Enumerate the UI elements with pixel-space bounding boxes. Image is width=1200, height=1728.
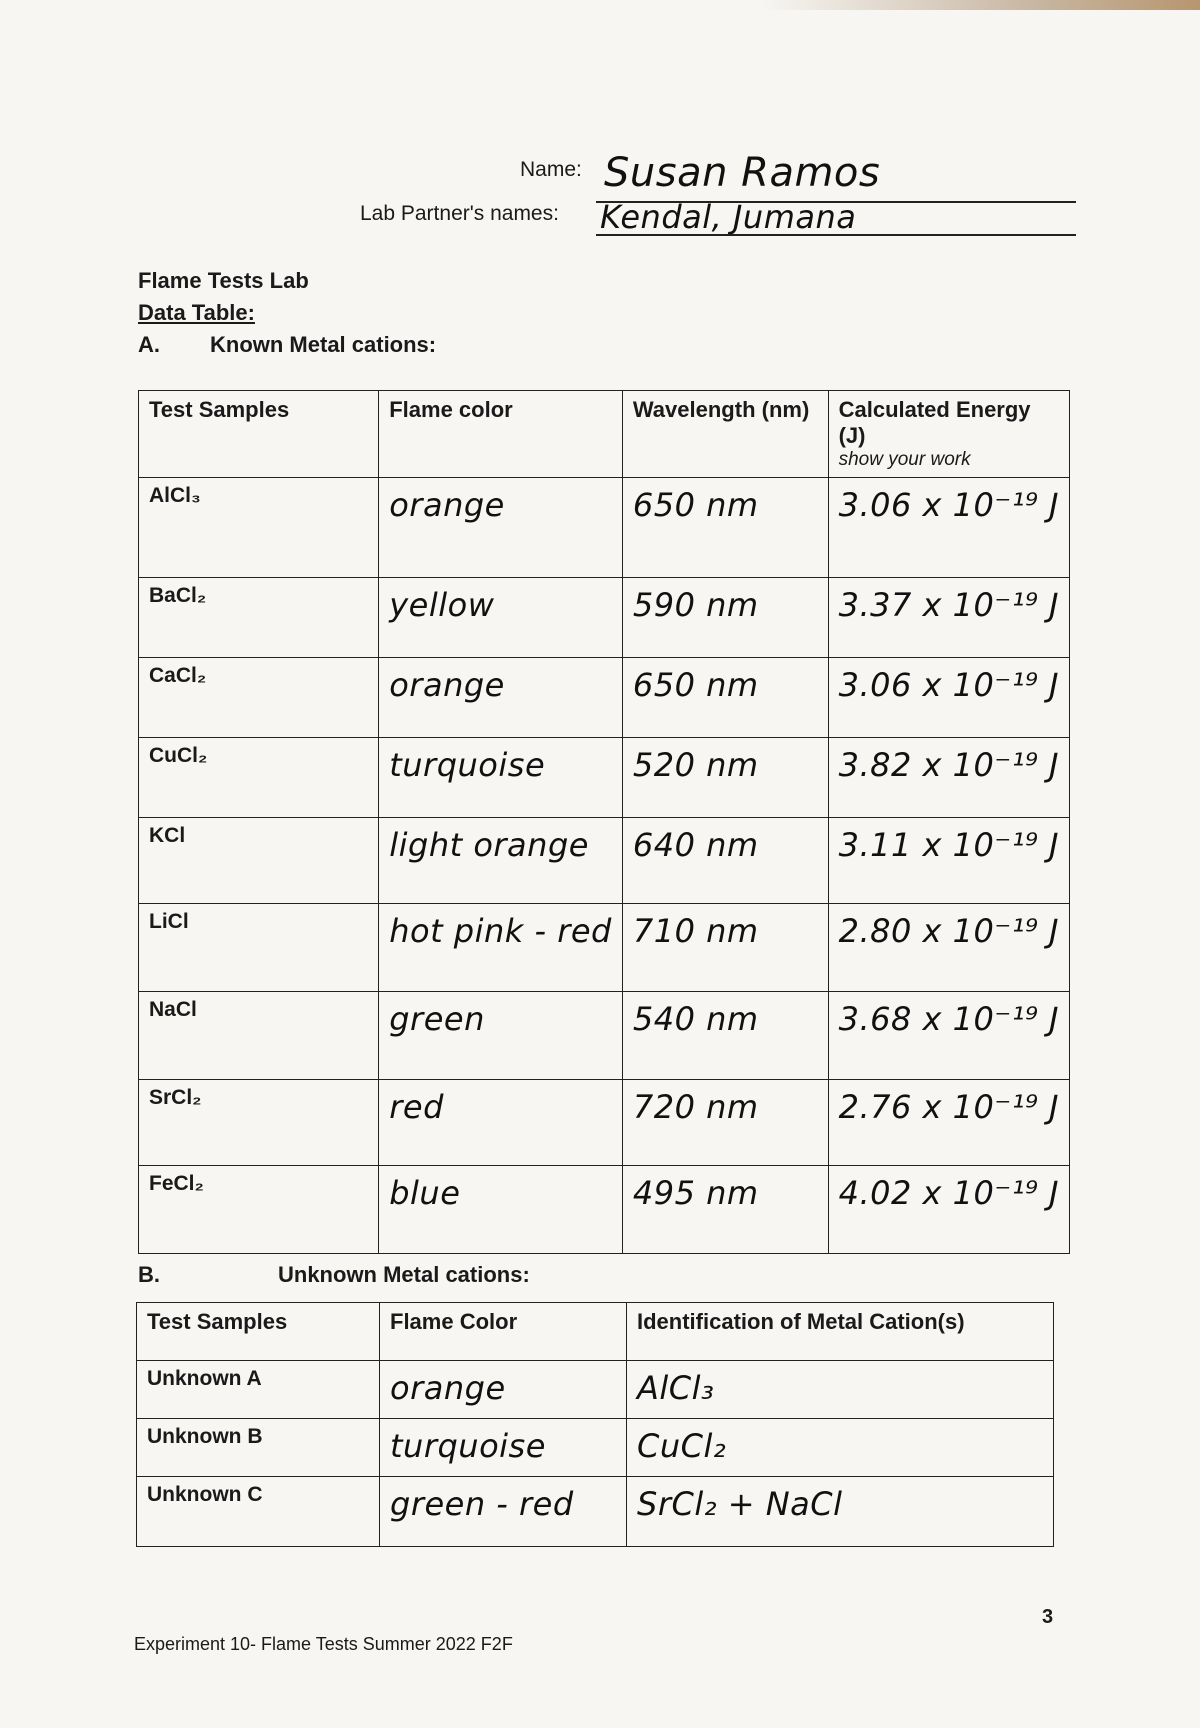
header-flame-color: Flame color [379, 391, 623, 478]
energy-cell [828, 658, 1069, 738]
energy-value: 3.06 x 10⁻¹⁹ J [838, 666, 1059, 704]
page-number: 3 [1042, 1606, 1054, 1628]
color-value: blue [389, 1174, 461, 1212]
identification-cell [627, 1361, 1054, 1419]
identification-value: SrCl₂ + NaCl [637, 1485, 843, 1523]
energy-value: 4.02 x 10⁻¹⁹ J [838, 1174, 1059, 1212]
sample-cell: NaCl [139, 992, 379, 1080]
wavelength-cell [622, 1166, 828, 1254]
sample-cell: AlCl₃ [139, 478, 379, 578]
section-b-heading [138, 1262, 530, 1288]
wavelength-cell [622, 578, 828, 658]
energy-cell [828, 904, 1069, 992]
partner-underline [596, 234, 1076, 236]
wavelength-value: 640 nm [632, 826, 759, 864]
color-cell [379, 738, 623, 818]
section-a-heading [138, 332, 437, 358]
scan-edge-shadow [760, 0, 1200, 10]
color-value: hot pink - red [389, 912, 612, 950]
color-cell [380, 1361, 627, 1419]
wavelength-value: 540 nm [632, 1000, 759, 1038]
color-value: light orange [389, 826, 589, 864]
header-flame-color: Flame Color [380, 1303, 627, 1361]
sample-cell: Unknown A [137, 1361, 380, 1419]
wavelength-value: 720 nm [632, 1088, 759, 1126]
energy-value: 2.80 x 10⁻¹⁹ J [838, 912, 1059, 950]
wavelength-cell [622, 818, 828, 904]
sample-cell: SrCl₂ [139, 1080, 379, 1166]
identification-cell [627, 1419, 1054, 1477]
wavelength-cell [622, 992, 828, 1080]
color-value: turquoise [390, 1427, 546, 1465]
identification-value: AlCl₃ [637, 1369, 715, 1407]
color-value: red [389, 1088, 444, 1126]
energy-cell [828, 738, 1069, 818]
known-cations-table [138, 390, 1070, 1254]
color-cell [379, 904, 623, 992]
section-a-letter: A. [138, 332, 160, 357]
color-value: orange [389, 666, 505, 704]
color-cell [379, 992, 623, 1080]
color-cell [379, 818, 623, 904]
table-row [139, 1166, 1070, 1254]
sample-cell: Unknown C [137, 1477, 380, 1547]
color-value: green [389, 1000, 485, 1038]
wavelength-cell [622, 478, 828, 578]
wavelength-cell [622, 904, 828, 992]
energy-value: 3.37 x 10⁻¹⁹ J [838, 586, 1059, 624]
energy-value: 3.68 x 10⁻¹⁹ J [838, 1000, 1059, 1038]
wavelength-value: 590 nm [632, 586, 759, 624]
wavelength-value: 520 nm [632, 746, 759, 784]
sample-cell: FeCl₂ [139, 1166, 379, 1254]
identification-value: CuCl₂ [637, 1427, 727, 1465]
energy-cell [828, 578, 1069, 658]
color-cell [379, 1166, 623, 1254]
energy-value: 3.82 x 10⁻¹⁹ J [838, 746, 1059, 784]
data-table-heading: Data Table: [138, 300, 255, 325]
color-cell [380, 1419, 627, 1477]
color-value: green - red [390, 1485, 574, 1523]
identification-cell [627, 1477, 1054, 1547]
sample-cell: KCl [139, 818, 379, 904]
wavelength-value: 495 nm [632, 1174, 759, 1212]
lab-title: Flame Tests Lab [138, 268, 309, 293]
table-row [139, 578, 1070, 658]
name-value: Susan Ramos [604, 150, 881, 196]
section-a-label: Known Metal cations: [210, 332, 437, 357]
table-row [139, 1080, 1070, 1166]
energy-cell [828, 1080, 1069, 1166]
partner-value: Kendal, Jumana [600, 198, 857, 236]
section-b-label: Unknown Metal cations: [278, 1262, 530, 1287]
wavelength-value: 650 nm [632, 666, 759, 704]
table-row [139, 658, 1070, 738]
table-row [137, 1419, 1054, 1477]
table-row [139, 478, 1070, 578]
energy-value: 2.76 x 10⁻¹⁹ J [838, 1088, 1059, 1126]
color-value: orange [389, 486, 505, 524]
name-label: Name: [520, 158, 582, 181]
color-cell [379, 478, 623, 578]
partner-label: Lab Partner's names: [360, 202, 559, 225]
energy-cell [828, 1166, 1069, 1254]
footer-text: Experiment 10- Flame Tests Summer 2022 F2F [134, 1634, 513, 1654]
section-b-letter: B. [138, 1262, 160, 1287]
table-row [137, 1477, 1054, 1547]
table-row [137, 1361, 1054, 1419]
table-row [139, 738, 1070, 818]
sample-cell: LiCl [139, 904, 379, 992]
table-row [139, 818, 1070, 904]
header-energy-label: Calculated Energy (J) [838, 397, 1031, 448]
table-row [139, 992, 1070, 1080]
color-cell [380, 1477, 627, 1547]
sample-cell: Unknown B [137, 1419, 380, 1477]
wavelength-cell [622, 738, 828, 818]
header-energy [828, 391, 1069, 478]
energy-value: 3.11 x 10⁻¹⁹ J [838, 826, 1059, 864]
table-header-row [137, 1303, 1054, 1361]
wavelength-cell [622, 658, 828, 738]
header-test-samples: Test Samples [139, 391, 379, 478]
energy-cell [828, 992, 1069, 1080]
header-identification: Identification of Metal Cation(s) [627, 1303, 1054, 1361]
energy-cell [828, 478, 1069, 578]
sample-cell: BaCl₂ [139, 578, 379, 658]
sample-cell: CaCl₂ [139, 658, 379, 738]
wavelength-cell [622, 1080, 828, 1166]
energy-value: 3.06 x 10⁻¹⁹ J [838, 486, 1059, 524]
table-row [139, 904, 1070, 992]
header-energy-note: show your work [838, 449, 971, 470]
table-header-row [139, 391, 1070, 478]
color-cell [379, 658, 623, 738]
color-value: turquoise [389, 746, 546, 784]
header-test-samples: Test Samples [137, 1303, 380, 1361]
color-value: yellow [389, 586, 495, 624]
color-value: orange [390, 1369, 506, 1407]
unknown-cations-table [136, 1302, 1054, 1547]
energy-cell [828, 818, 1069, 904]
wavelength-value: 710 nm [632, 912, 759, 950]
color-cell [379, 1080, 623, 1166]
color-cell [379, 578, 623, 658]
header-wavelength: Wavelength (nm) [622, 391, 828, 478]
wavelength-value: 650 nm [632, 486, 759, 524]
sample-cell: CuCl₂ [139, 738, 379, 818]
